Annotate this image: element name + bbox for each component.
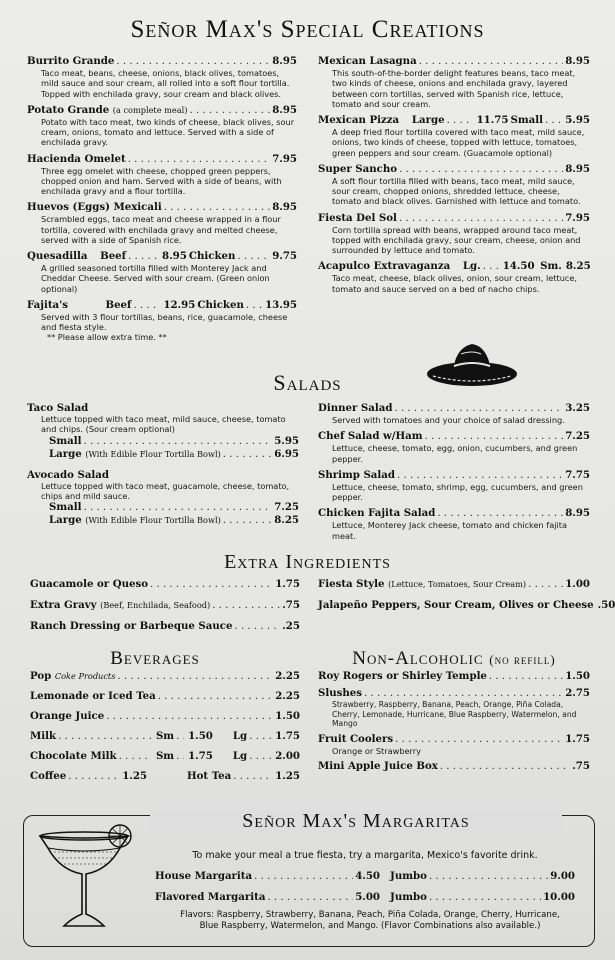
option-label: Lg. [462,260,481,273]
salads-title: Salads [273,370,342,395]
item-description: Served with 3 flour tortillas, beans, rice, guacamole, cheese and fiesta style. [41,311,288,333]
item-name: Hot Tea [187,770,232,783]
item-name: Dinner Salad [318,402,393,414]
item-price: 1.25 [275,770,300,783]
menu-item-quesadilla [27,250,297,294]
extra-ingredients-title: Extra Ingredients [224,551,391,573]
item-note: (With Edible Flour Tortilla Bowl) [85,448,221,459]
item-price: 10.00 [543,891,575,904]
option-label: Chicken [188,250,236,263]
item-price: 13.95 [265,298,297,311]
item-name: Flavored Margarita [155,891,266,904]
item-price: 8.95 [565,55,590,67]
item-name: Guacamole or Queso [30,578,148,590]
margarita-intro: To make your meal a true fiesta, try a margarita, Mexico's favorite drink. [192,850,538,861]
item-price: 1.75 [188,750,213,763]
item-price: 7.95 [565,211,590,224]
extra-item [318,599,615,612]
salad-item [318,430,590,464]
item-price: 3.25 [565,402,590,414]
item-name: Pop [30,670,52,682]
margarita-prices-right [390,870,575,904]
option-label: Sm. [540,260,562,273]
item-name: Chocolate Milk [30,750,117,763]
item-description: Lettuce, Monterey Jack cheese, tomato and chicken fajita meat. [332,520,568,541]
margarita-glass-icon [34,822,134,934]
item-description: Lettuce topped with taco meat, mild sauce, cheese, tomato and chips. (Sour cream optional) [41,414,286,435]
item-name: Fruit Coolers [318,732,394,745]
item-price: .75 [572,759,590,772]
non-alcoholic-column [318,670,590,773]
item-price: 8.25 [274,514,299,527]
item-name: Mexican Lasagna [318,55,417,67]
item-name: Slushes [318,687,362,700]
item-price: 7.25 [565,430,590,443]
item-price: 7.25 [274,501,299,514]
salad-item [27,469,299,528]
item-price: 1.50 [275,710,300,723]
item-description: A grilled seasoned tortilla filled with Monterey Jack and Cheddar Cheese. Served with sour cream. (Green onion optional) [41,263,270,294]
option-label: Beef [100,250,127,263]
item-description: Scrambled eggs, taco meat and cheese wrapped in a flour tortilla, covered with enchilada gravy and melted cheese, served with a side of Spanish rice. [41,214,281,245]
item-note: ** Please allow extra time. ** [47,332,167,343]
item-description: Served with tomatoes and your choice of salad dressing. [332,415,565,426]
menu-item-fajitas [27,299,297,343]
item-note: (a complete meal) [112,104,188,115]
item-name: Extra Gravy [30,599,97,612]
margarita-flavors: Flavors: Raspberry, Strawberry, Banana, Peach, Piña Colada, Orange, Cherry, Hurricane, Blue Raspberry, Watermelon, and Mango. (Flavor Combinations also available.) [180,910,560,932]
item-description: Lettuce, cheese, tomato, shrimp, egg, cucumbers, and green pepper. [332,481,583,503]
item-price: .50 [597,599,615,612]
size-label: Sm [155,750,175,763]
item-price: 8.95 [272,103,297,116]
beverage-item-milk [30,730,300,743]
item-price: 7.95 [272,152,297,165]
item-description: Orange or Strawberry [332,745,421,756]
item-price: .75 [282,599,300,612]
item-price: 1.00 [565,578,590,590]
item-name: Mexican Pizza [318,114,400,127]
item-price: 1.50 [565,670,590,682]
item-price: 7.75 [565,468,590,481]
item-name: Lemonade or Iced Tea [30,690,156,703]
margarita-item [155,891,380,904]
item-price: 8.95 [272,55,297,67]
item-description: Lettuce, cheese, tomato, egg, onion, cucumbers, and green pepper. [332,443,578,464]
item-name: Shrimp Salad [318,468,396,481]
item-price: 6.95 [274,447,299,460]
item-name: Orange Juice [30,710,105,723]
item-name: Fajita's [27,298,68,311]
non-alcoholic-title [318,648,590,670]
item-price: 12.95 [163,298,196,311]
item-note: (Lettuce, Tomatoes, Sour Cream) [388,579,527,589]
item-price: 9.00 [550,870,575,882]
item-price: 1.50 [188,730,213,743]
margarita-item [390,870,575,883]
drink-item [318,760,590,773]
non-alcoholic-label: Non-Alcoholic [352,648,484,669]
item-price: 1.75 [275,578,300,590]
item-price: 8.95 [565,507,590,520]
beverage-item [30,710,300,723]
salad-item [27,402,299,461]
size-label: Sm [155,730,175,743]
item-name: Avocado Salad [27,468,110,481]
extra-item [30,620,300,633]
item-price: 2.00 [275,750,300,763]
margarita-prices-left [155,870,380,904]
item-name: Ranch Dressing or Barbeque Sauce [30,620,233,633]
size-label: Small [49,501,82,514]
drink-item [318,733,590,746]
menu-item [318,212,590,256]
extra-item [30,599,300,612]
item-description: A soft flour tortilla filled with beans, taco meat, mild sauce, sour cream, chopped onions, shredded lettuce, cheese, tomato and black olives. Garnished with lettuce and tomato. [332,175,581,207]
menu-item [27,55,297,99]
size-label: Lg [232,730,248,743]
salad-item [318,469,590,503]
item-name: Chicken Fajita Salad [318,507,436,520]
option-label: Small [510,114,543,127]
item-description: Three egg omelet with cheese, chopped green peppers, chopped onion and ham. Served with a side of beans, with enchilada gravy and a flour tortilla. [41,165,282,197]
item-name: House Margarita [155,870,253,882]
item-price: 5.95 [565,114,590,127]
item-description: Taco meat, beans, cheese, onions, black olives, tomatoes, mild sauce and sour cream, all rolled into a soft flour tortilla. Topped with enchilada gravy, sour cream and black olives. [41,68,290,99]
item-description: Lettuce topped with taco meat, guacamole, cheese, tomato, chips and mild sauce. [41,480,290,501]
beverage-item-coffee [30,770,300,783]
item-name: Burrito Grande [27,55,115,67]
item-description: A deep fried flour tortilla covered with taco meat, mild sauce, onions, two kinds of cheese, topped with lettuce, tomatoes, green peppers and sour cream. (Guacamole optional) [332,127,585,158]
size-label: Lg [232,750,248,763]
item-name: Fiesta Style [318,578,385,590]
special-right-column [318,55,590,299]
extra-item [30,578,300,591]
beverages-title: Beverages [110,648,200,669]
item-price: 2.25 [275,690,300,703]
item-price: 8.25 [565,260,591,273]
option-label: Chicken [197,298,244,311]
item-name: Mini Apple Juice Box [318,759,438,772]
item-name: Taco Salad [27,402,89,414]
item-name: Roy Rogers or Shirley Temple [318,670,487,682]
item-price: 11.75 [476,114,509,127]
item-note: (With Edible Flour Tortilla Bowl) [85,515,221,526]
item-description: This south-of-the-border delight features beans, taco meat, two kinds of cheese, onions and enchilada gravy, layered between corn tortillas, served with Spanish rice, lettuce, tomato and sour cream. [332,68,576,109]
extras-left-column [30,578,300,633]
item-name: Jumbo [390,870,427,882]
item-name: Super Sancho [318,162,398,175]
beverage-item-chocolate-milk [30,750,300,763]
margaritas-title: Señor Max's Margaritas [150,810,562,833]
item-description: Strawberry, Raspberry, Banana, Peach, Orange, Piña Colada, Cherry, Lemonade, Hurricane, Blue Raspberry, Watermelon, and Mango [332,700,577,729]
size-label: Large [49,447,82,460]
margarita-item [390,891,575,904]
item-price: 8.95 [272,201,297,214]
option-label: Beef [105,298,132,311]
item-price: 14.50 [502,260,535,273]
margarita-item [155,870,380,883]
item-price: 8.95 [162,250,187,263]
item-note: (Beef, Enchilada, Seafood) [100,600,211,611]
beverage-item [30,690,300,703]
item-name: Coffee [30,770,67,783]
size-label: Large [49,514,82,527]
drink-item [318,687,590,700]
extras-right-column [318,578,615,612]
salad-item [318,402,590,425]
salads-right-column [318,402,590,546]
item-name: Quesadilla [27,250,88,263]
item-name: Potato Grande [27,103,110,116]
option-label: Large [411,114,445,127]
item-description: Taco meat, cheese, black olives, onion, sour cream, lettuce, tomato and sauce served on a bed of nacho chips. [332,273,578,294]
item-price: 8.95 [565,162,590,175]
item-name: Chef Salad w/Ham [318,430,423,443]
menu-item [27,104,297,148]
menu-item-acapulco [318,260,590,294]
salad-item [318,507,590,541]
item-name: Jumbo [390,891,427,904]
item-name: Hacienda Omelet [27,152,126,165]
item-price: 1.25 [122,770,148,783]
item-name: Jalapeño Peppers, Sour Cream, Olives or Cheese [318,599,594,612]
item-price: 2.25 [275,670,300,682]
item-price: 1.75 [565,732,590,745]
size-label: Small [49,434,82,447]
menu-item [318,163,590,207]
menu-item [27,201,297,245]
drink-item [318,670,590,683]
menu-item [27,153,297,197]
item-description: Corn tortilla spread with beans, wrapped around taco meat, topped with enchilada gravy, sour cream, cheese, onion and surrounded by lettuce and tomato. [332,224,581,256]
item-name: Fiesta Del Sol [318,211,397,224]
item-description: Potato with taco meat, two kinds of cheese, black olives, sour cream, onions, tomato and lettuce. Served with a side of enchilada gravy. [41,116,295,148]
item-price: 1.75 [275,730,300,743]
beverage-item [30,670,300,683]
extra-item [318,578,590,591]
item-price: .25 [282,620,300,633]
beverages-left-column [30,670,300,783]
item-price: 4.50 [355,870,380,882]
item-name: Acapulco Extravaganza [318,260,451,273]
no-refill-note: (no refill) [489,652,556,667]
item-price: 5.95 [274,434,299,447]
item-price: 5.00 [355,891,380,904]
salads-left-column [27,402,299,532]
special-creations-title: Señor Max's Special Creations [130,16,485,43]
item-note: Coke Products [54,671,116,681]
item-price: 9.75 [272,250,297,263]
special-left-column [27,55,297,348]
item-price: 2.75 [565,687,590,700]
item-name: Milk [30,730,57,743]
menu-item [318,55,590,109]
item-name: Huevos (Eggs) Mexicali [27,201,162,214]
menu-item-pizza [318,114,590,158]
